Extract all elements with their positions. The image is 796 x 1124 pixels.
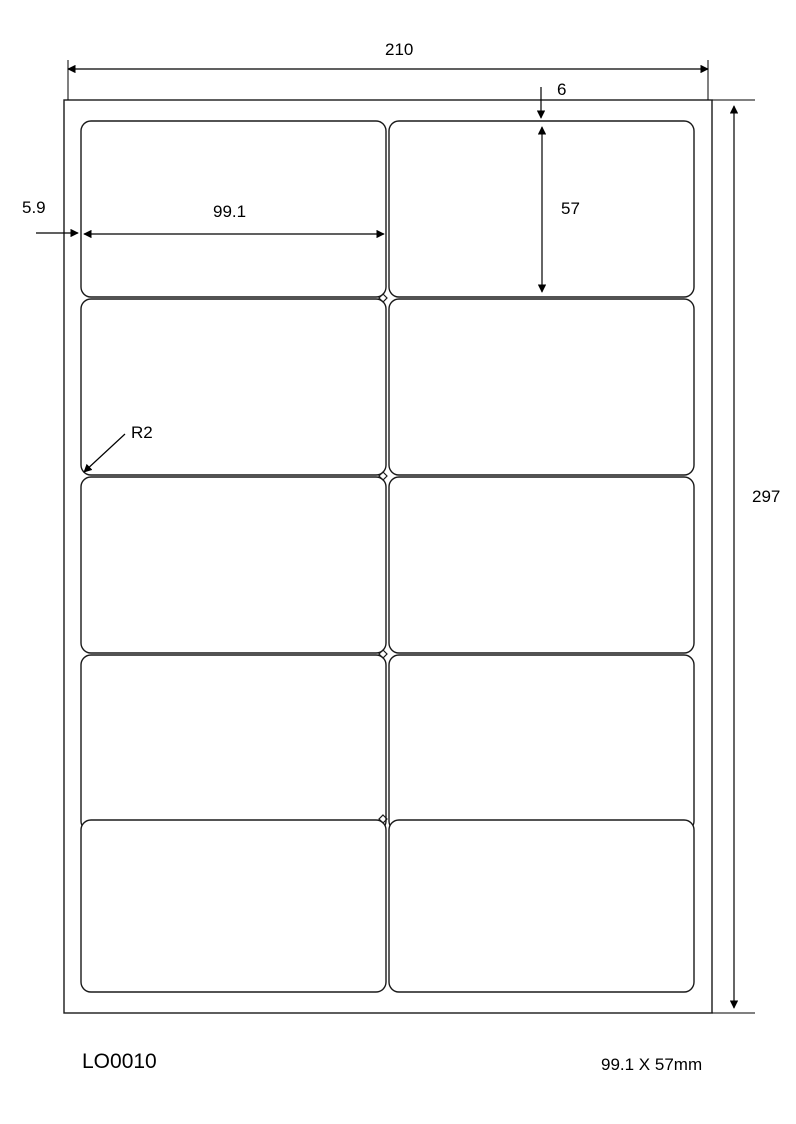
dimension-label-corner-radius: R2 xyxy=(131,423,153,442)
label-cell xyxy=(81,820,386,992)
dimension-label-sheet-width: 210 xyxy=(385,40,414,59)
dimension-label-sheet-height: 297 xyxy=(752,487,781,506)
label-cell xyxy=(389,655,694,831)
dimension-label-top-margin: 6 xyxy=(557,80,567,99)
product-code-label: LO0010 xyxy=(82,1050,157,1073)
label-cell xyxy=(81,477,386,653)
dimension-label-label-height: 57 xyxy=(561,199,580,218)
label-cell xyxy=(81,299,386,475)
dimension-label-left-margin: 5.9 xyxy=(22,198,46,217)
label-cell xyxy=(389,820,694,992)
label-cell xyxy=(389,299,694,475)
label-size-text: 99.1 X 57mm xyxy=(601,1055,703,1074)
label-cell xyxy=(81,655,386,831)
label-cell xyxy=(389,477,694,653)
dimension-label-label-width: 99.1 xyxy=(213,202,247,221)
